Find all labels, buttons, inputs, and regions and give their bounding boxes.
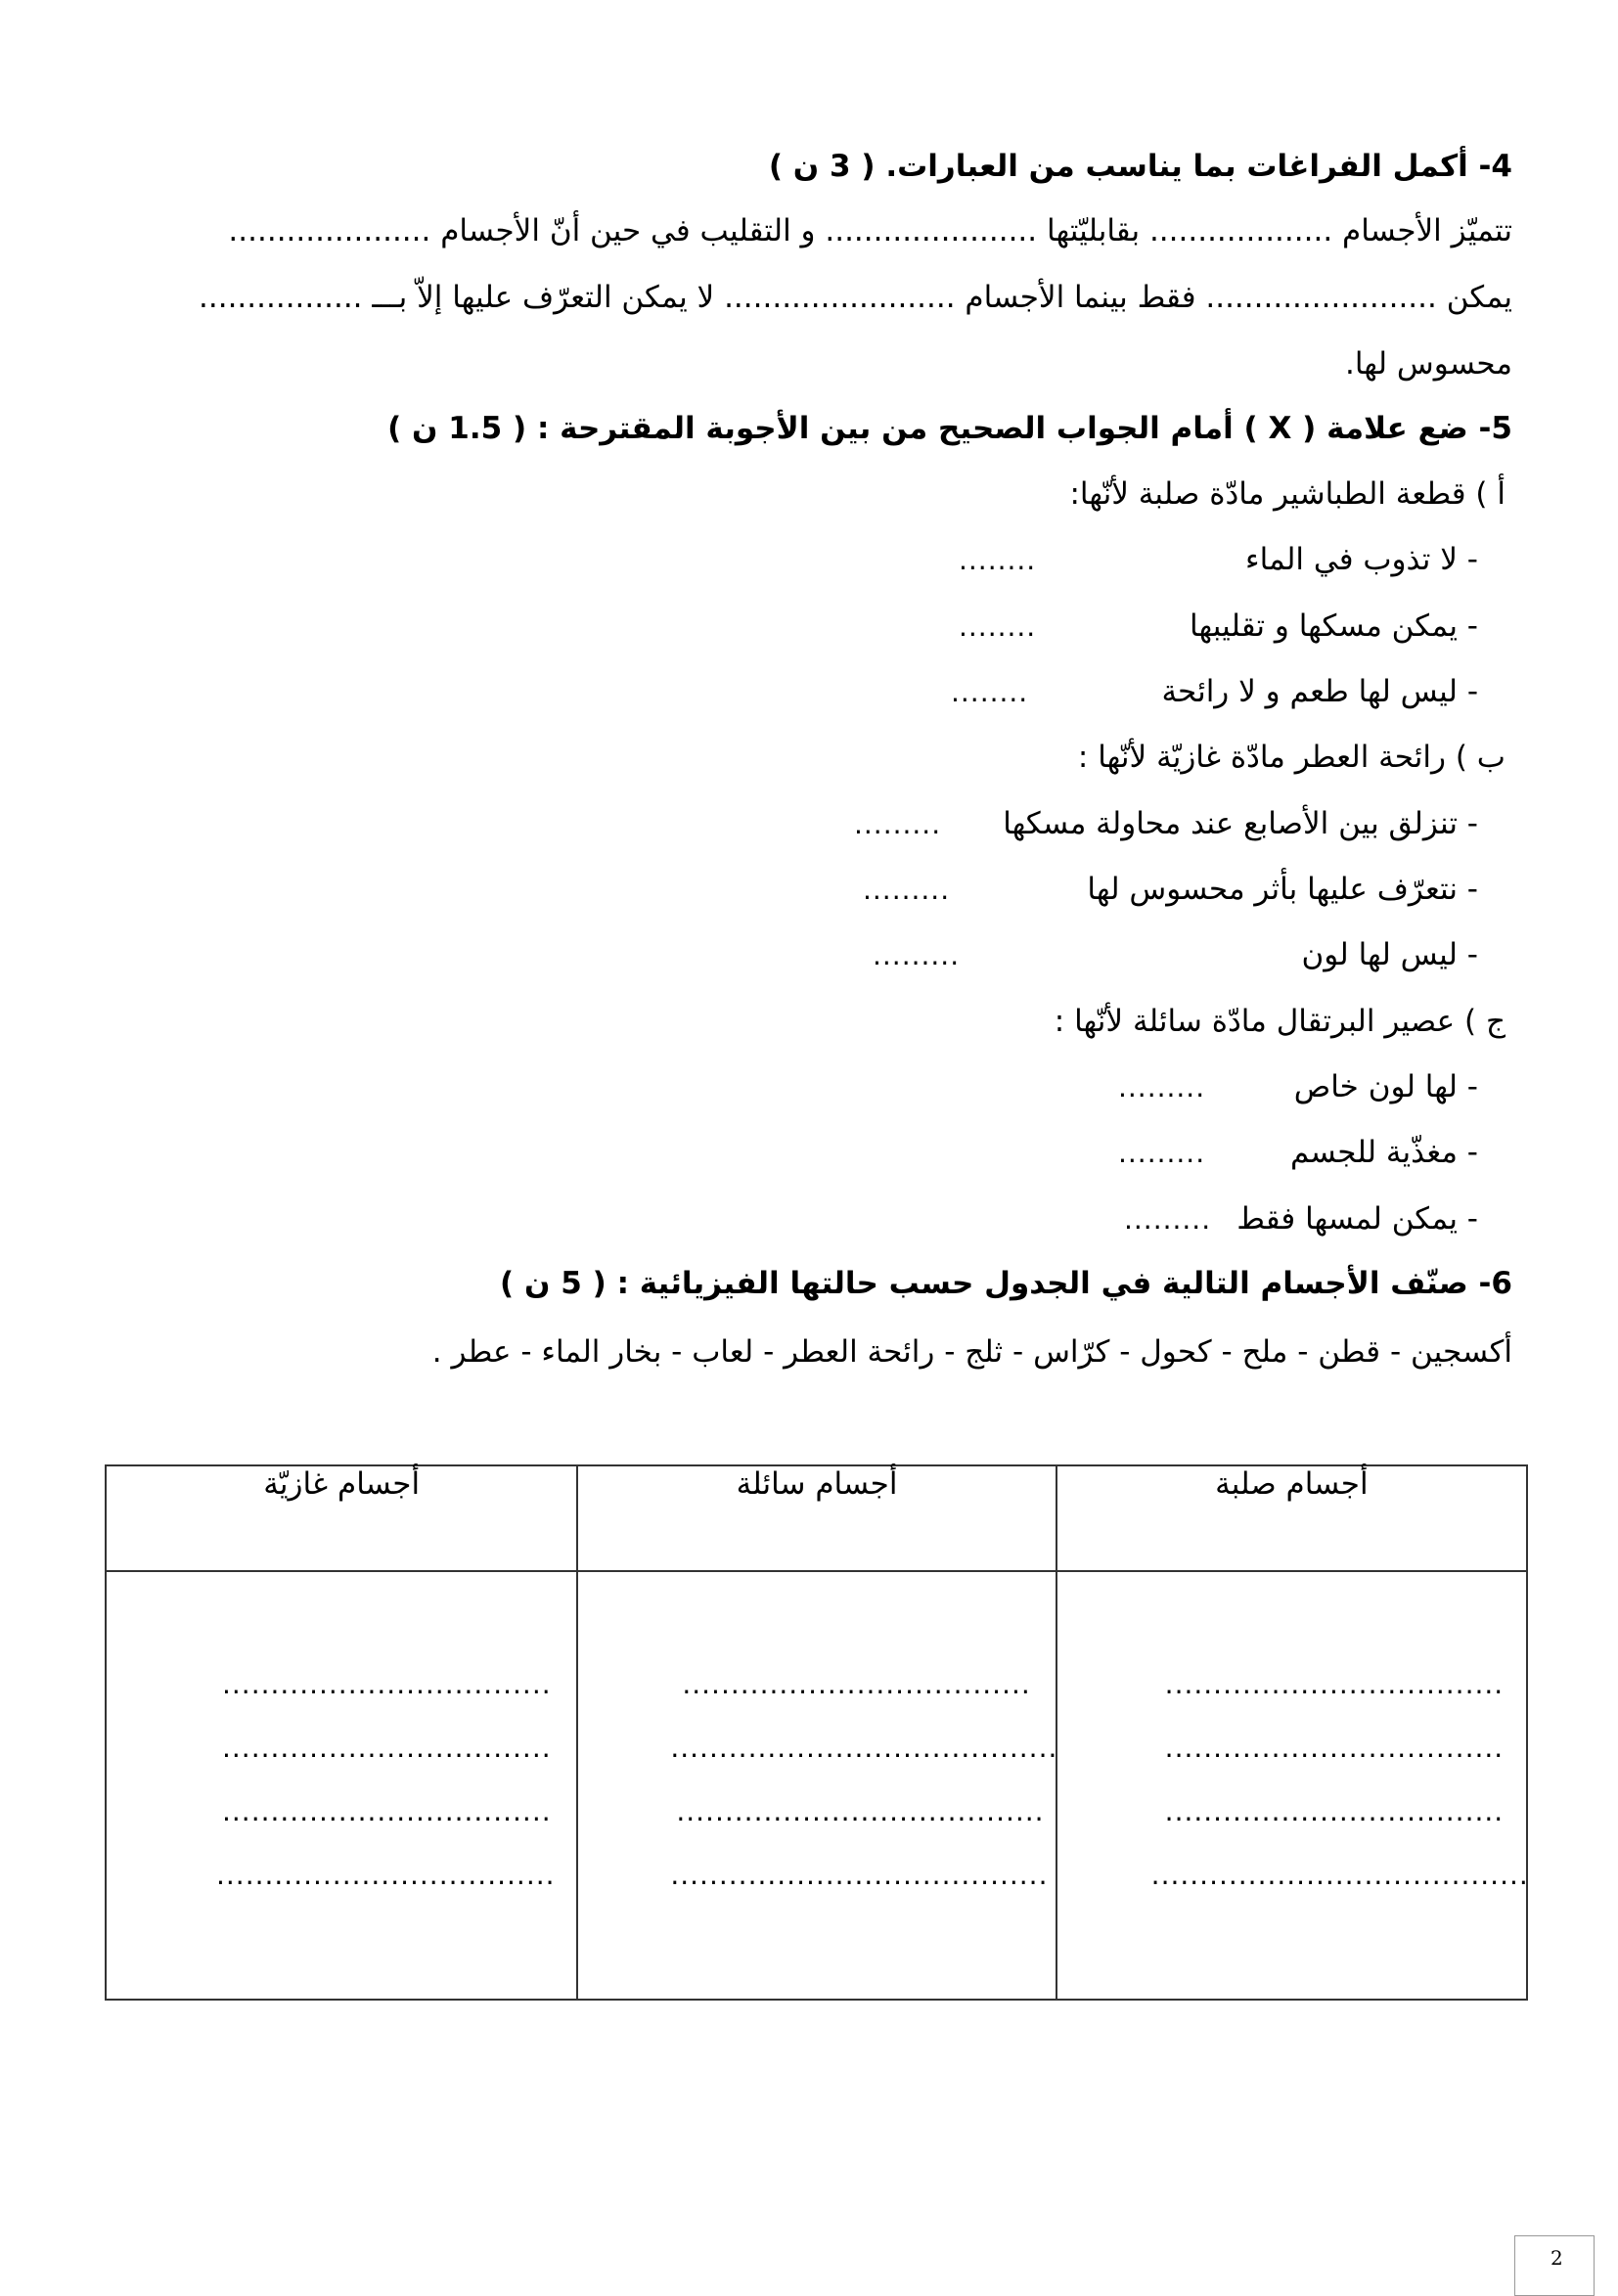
q5-b-blank-2[interactable]: ......... xyxy=(863,874,951,906)
solid-blank-4[interactable]: ....................................... xyxy=(1150,1859,1529,1891)
q5-c-blank-3[interactable]: ......... xyxy=(1124,1203,1212,1236)
header-solid: أجسام صلبة xyxy=(1056,1465,1527,1571)
q5-b-option-2: - نتعرّف عليها بأثر محسوس لها xyxy=(1087,872,1478,907)
solid-blank-1[interactable]: ................................... xyxy=(1164,1668,1505,1700)
classification-table xyxy=(105,1464,1528,2001)
gas-blank-1[interactable]: .................................. xyxy=(222,1668,552,1700)
page-number: 2 xyxy=(1551,2246,1563,2270)
liquid-blank-2[interactable]: ........................................ xyxy=(670,1732,1058,1764)
liquid-blank-4[interactable]: ....................................... xyxy=(670,1859,1049,1891)
q5-a-blank-2[interactable]: ........ xyxy=(959,610,1037,643)
q5-b-blank-1[interactable]: ......... xyxy=(854,808,942,840)
q5-a-option-3: - ليس لها طعم و لا رائحة xyxy=(1161,674,1478,709)
q5-title: 5- ضع علامة ( X ) أمام الجواب الصحيح من بين الأجوبة المقترحة : ( 1.5 ن ) xyxy=(387,411,1512,446)
q4-line-3: محسوس لها. xyxy=(1344,346,1512,382)
liquid-column xyxy=(577,1571,1056,2000)
liquid-blank-3[interactable]: ...................................... xyxy=(676,1795,1045,1827)
q4-title: 4- أكمل الفراغات بما يناسب من العبارات. ( 3 ن ) xyxy=(768,149,1512,184)
q4-line-2: يمكن ........................ فقط بينما الأجسام ........................ لا يمكن التعرّف عليها إلاّ بـــ ................. xyxy=(199,280,1512,315)
q5-a-option-1: - لا تذوب في الماء xyxy=(1245,542,1478,577)
q5-c-stem: ج ) عصير البرتقال مادّة سائلة لأنّها : xyxy=(1054,1004,1506,1039)
q5-b-stem: ب ) رائحة العطر مادّة غازيّة لأنّها : xyxy=(1077,740,1506,775)
gas-blank-4[interactable]: ................................... xyxy=(216,1859,556,1891)
gas-blank-3[interactable]: .................................. xyxy=(222,1795,552,1827)
liquid-blank-1[interactable]: .................................... xyxy=(682,1668,1031,1700)
page-number-box xyxy=(1514,2235,1595,2296)
gas-column xyxy=(106,1571,577,2000)
q5-c-option-1: - لها لون خاص xyxy=(1293,1069,1478,1104)
q5-b-option-1: - تنزلق بين الأصابع عند محاولة مسكها xyxy=(1003,806,1478,841)
q5-c-blank-2[interactable]: ......... xyxy=(1118,1137,1206,1169)
q5-b-option-3: - ليس لها لون xyxy=(1301,937,1478,972)
q5-c-blank-1[interactable]: ......... xyxy=(1118,1071,1206,1103)
q5-c-option-3: - يمكن لمسها فقط xyxy=(1236,1201,1478,1237)
table-header-row xyxy=(106,1465,1527,1571)
q5-a-option-2: - يمكن مسكها و تقليبها xyxy=(1190,608,1478,644)
solid-column xyxy=(1056,1571,1527,2000)
solid-blank-2[interactable]: ................................... xyxy=(1164,1732,1505,1764)
q5-b-blank-3[interactable]: ......... xyxy=(873,939,961,971)
q6-title: 6- صنّف الأجسام التالية في الجدول حسب حالتها الفيزيائية : ( 5 ن ) xyxy=(500,1266,1512,1301)
header-liquid: أجسام سائلة xyxy=(577,1465,1056,1571)
q5-a-blank-3[interactable]: ........ xyxy=(951,676,1029,708)
q5-a-stem: أ ) قطعة الطباشير مادّة صلبة لأنّها: xyxy=(1069,476,1506,512)
table-body-row xyxy=(106,1571,1527,2000)
q5-a-blank-1[interactable]: ........ xyxy=(959,544,1037,576)
q4-line-1: تتميّز الأجسام ................... بقابليّتها ...................... و التقليب في حين أنّ الأجسام ..................... xyxy=(228,213,1512,248)
header-gas: أجسام غازيّة xyxy=(106,1465,577,1571)
q6-items-list: أكسجين - قطن - ملح - كحول - كرّاس - ثلج - رائحة العطر - لعاب - بخار الماء - عطر . xyxy=(431,1334,1512,1370)
solid-blank-3[interactable]: ................................... xyxy=(1164,1795,1505,1827)
gas-blank-2[interactable]: .................................. xyxy=(222,1732,552,1764)
q5-c-option-2: - مغذّية للجسم xyxy=(1290,1135,1478,1170)
